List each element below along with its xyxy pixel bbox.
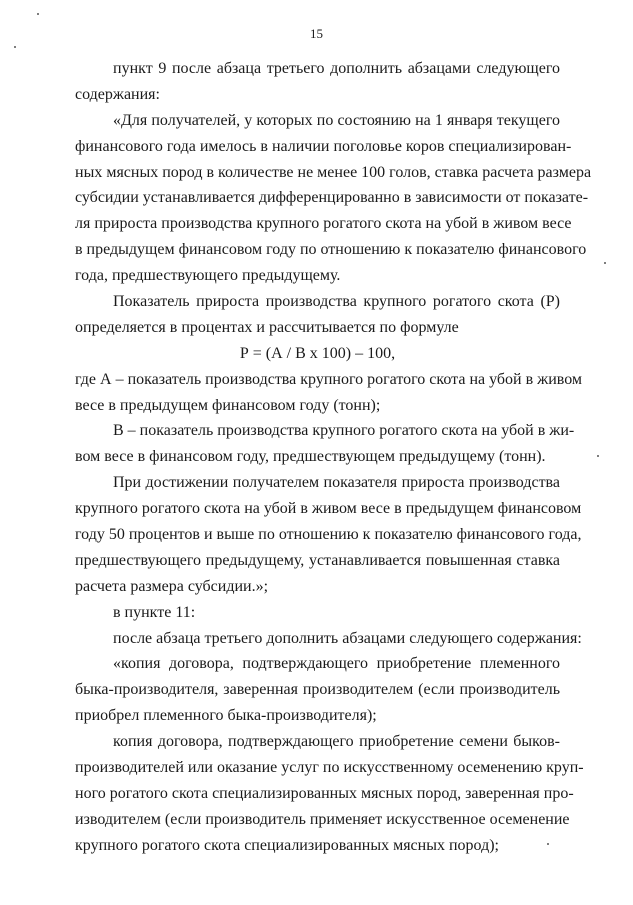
page-number: 15 [310, 26, 323, 41]
text-line: субсидии устанавливается дифференцированно в зависимости от показате- [75, 189, 589, 207]
formula: Р = (А / В х 100) – 100, [239, 344, 396, 362]
text-line: финансового года имелось в наличии поголовье коров специализирован- [75, 137, 572, 155]
scan-speck [14, 46, 16, 48]
text-line: весе в предыдущем финансовом году (тонн); [75, 396, 381, 414]
text-line: «копия договора, подтверждающего приобретение племенного [113, 655, 560, 673]
text-line: где А – показатель производства крупного рогатого скота на убой в живом [75, 370, 583, 388]
text-line: производителей или оказание услуг по искусственному осеменению круп- [75, 759, 584, 777]
text-line: При достижении получателем показателя прироста производства [113, 474, 560, 492]
text-line: содержания: [75, 85, 160, 103]
document-body [75, 56, 592, 859]
text-line: в пункте 11: [113, 603, 196, 621]
text-line: изводителем (если производитель применяет искусственное осеменение [75, 810, 570, 828]
text-line: пункт 9 после абзаца третьего дополнить абзацами следующего [113, 60, 560, 77]
text-line: определяется в процентах и рассчитывается по формуле [75, 318, 459, 336]
text-line: приобрел племенного быка-производителя); [75, 707, 377, 725]
text-line: крупного рогатого скота на убой в живом весе в предыдущем финансовом [75, 500, 582, 518]
text-line: ля прироста производства крупного рогатого скота на убой в живом весе [75, 215, 572, 233]
text-line: году 50 процентов и выше по отношению к показателю финансового года, [75, 526, 582, 544]
text-line: «Для получателей, у которых по состоянию на 1 января текущего [113, 111, 560, 129]
scan-speck [547, 843, 549, 845]
text-line: Показатель прироста производства крупного рогатого скота (Р) [113, 293, 560, 311]
scan-speck [37, 13, 39, 15]
text-line: ного рогатого скота специализированных мясных пород, заверенная про- [75, 784, 574, 802]
text-line: года, предшествующего предыдущему. [75, 267, 341, 285]
scan-speck [604, 262, 606, 264]
text-line: после абзаца третьего дополнить абзацами следующего содержания: [113, 629, 582, 647]
text-line: копия договора, подтверждающего приобретение семени быков- [113, 733, 560, 751]
text-line: в предыдущем финансовом году по отношению к показателю финансового [75, 241, 587, 259]
text-line: крупного рогатого скота специализированных мясных пород); [75, 836, 499, 854]
text-line: предшествующего предыдущему, устанавливается повышенная ставка [75, 551, 560, 569]
scan-speck [597, 455, 599, 457]
text-line: ных мясных пород в количестве не менее 100 голов, ставка расчета размера [75, 163, 592, 181]
text-line: вом весе в финансовом году, предшествующем предыдущему (тонн). [75, 448, 546, 466]
text-line: расчета размера субсидии.»; [75, 577, 269, 595]
text-line: быка-производителя, заверенная производителем (если производитель [75, 681, 560, 699]
text-line: В – показатель производства крупного рогатого скота на убой в жи- [113, 422, 575, 440]
